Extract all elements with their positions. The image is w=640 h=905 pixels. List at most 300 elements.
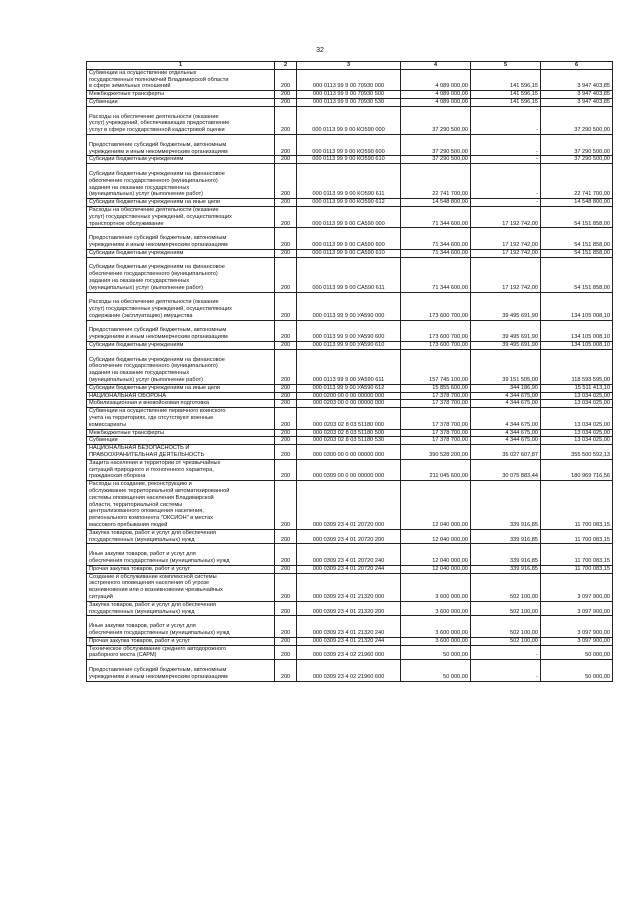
row-budget-code: 000 0113 99 9 00 УА590 610 xyxy=(297,342,401,350)
row-executed-amount: 35 027 607,87 xyxy=(471,445,541,460)
row-line-code: 200 xyxy=(275,616,297,637)
row-line-code: 200 xyxy=(275,573,297,601)
row-approved-amount: 12 040 000,00 xyxy=(401,529,471,544)
row-description xyxy=(87,637,275,645)
row-line-code: 200 xyxy=(275,69,297,90)
row-description xyxy=(87,437,275,445)
row-executed-amount: 339 916,85 xyxy=(471,565,541,573)
table-row xyxy=(87,206,613,227)
row-description xyxy=(87,156,275,164)
row-executed-amount: 141 596,15 xyxy=(471,91,541,99)
description-line: экстренного оповещения населения об угрозе xyxy=(89,580,210,587)
row-line-code: 200 xyxy=(275,529,297,544)
description-line: области, территориальной системы xyxy=(89,501,183,508)
description-line: обеспечение государственного (муниципального) xyxy=(89,177,218,184)
row-approved-amount: 173 600 700,00 xyxy=(401,320,471,341)
row-unexecuted-amount: 134 105 008,10 xyxy=(541,320,613,341)
row-budget-code: 000 0113 99 9 00 УА590 611 xyxy=(297,349,401,384)
description-line xyxy=(89,293,272,300)
row-unexecuted-amount: 3 097 900,00 xyxy=(541,573,613,601)
row-description xyxy=(87,429,275,437)
description-line: Прочая закупка товаров, работ и услуг xyxy=(89,565,190,572)
row-line-code: 200 xyxy=(275,408,297,429)
row-unexecuted-amount: 37 290 500,00 xyxy=(541,156,613,164)
description-line: учреждениям и иным некоммерческим организациям xyxy=(89,334,228,341)
table-row xyxy=(87,437,613,445)
row-line-code: 200 xyxy=(275,645,297,660)
description-line: Субвенции на осуществление отдельных xyxy=(89,69,197,76)
row-unexecuted-amount: 15 511 413,10 xyxy=(541,384,613,392)
table-row xyxy=(87,400,613,408)
row-approved-amount: 37 290 500,00 xyxy=(401,106,471,134)
row-approved-amount: 157 745 100,00 xyxy=(401,349,471,384)
row-line-code: 200 xyxy=(275,601,297,616)
table-row xyxy=(87,481,613,530)
row-unexecuted-amount: 50 000,00 xyxy=(541,660,613,681)
row-line-code: 200 xyxy=(275,445,297,460)
row-description xyxy=(87,529,275,544)
description-line xyxy=(89,616,272,623)
row-approved-amount: 12 040 000,00 xyxy=(401,481,471,530)
column-header: 3 xyxy=(297,62,401,70)
row-description xyxy=(87,199,275,207)
description-line: Прочая закупка товаров, работ и услуг xyxy=(89,637,190,644)
row-budget-code: 000 0113 99 9 00 КО590 612 xyxy=(297,199,401,207)
description-line: учреждениям и иным некоммерческим организациям xyxy=(89,241,228,248)
description-line: Закупка товаров, работ и услуг для обеспечения xyxy=(89,529,216,536)
row-approved-amount: 3 600 000,00 xyxy=(401,616,471,637)
row-approved-amount: 17 378 700,00 xyxy=(401,392,471,400)
row-budget-code: 000 0300 00 0 00 00000 000 xyxy=(297,445,401,460)
row-budget-code: 000 0113 99 9 00 СА590 600 xyxy=(297,228,401,249)
table-row xyxy=(87,91,613,99)
description-line: ситуаций природного и техногенного характера, xyxy=(89,466,214,473)
row-unexecuted-amount: 118 593 595,00 xyxy=(541,349,613,384)
table-row xyxy=(87,408,613,429)
row-executed-amount: 17 192 742,00 xyxy=(471,257,541,292)
row-unexecuted-amount: 11 700 083,15 xyxy=(541,544,613,565)
description-line: Субсидии бюджетным учреждениям xyxy=(89,156,184,163)
row-executed-amount: 339 916,85 xyxy=(471,544,541,565)
row-unexecuted-amount: 54 151 858,00 xyxy=(541,206,613,227)
row-line-code: 200 xyxy=(275,544,297,565)
description-line xyxy=(89,544,272,551)
row-executed-amount: 344 186,90 xyxy=(471,384,541,392)
row-line-code: 200 xyxy=(275,257,297,292)
row-budget-code: 000 0309 00 0 00 00000 000 xyxy=(297,459,401,480)
description-line: Создание и обслуживание комплексной системы xyxy=(89,573,217,580)
row-unexecuted-amount: 37 290 500,00 xyxy=(541,134,613,155)
row-line-code: 200 xyxy=(275,637,297,645)
description-line: массового пребывания людей xyxy=(89,522,168,528)
row-approved-amount: 4 089 000,00 xyxy=(401,91,471,99)
description-line xyxy=(89,107,272,114)
row-budget-code: 000 0113 99 9 00 КО590 610 xyxy=(297,156,401,164)
description-line: обслуживание территориальной автоматизированной xyxy=(89,488,230,495)
row-unexecuted-amount: 355 500 592,13 xyxy=(541,445,613,460)
table-body xyxy=(87,69,613,681)
row-approved-amount: 71 344 600,00 xyxy=(401,249,471,257)
row-description xyxy=(87,257,275,292)
row-description xyxy=(87,228,275,249)
row-executed-amount: 17 192 742,00 xyxy=(471,228,541,249)
table-row xyxy=(87,98,613,106)
row-unexecuted-amount: 22 741 700,00 xyxy=(541,164,613,199)
row-description xyxy=(87,134,275,155)
row-budget-code: 000 0113 99 9 00 УА590 612 xyxy=(297,384,401,392)
description-line: Субвенции xyxy=(89,437,118,444)
description-line: разборного моста (САРМ) xyxy=(89,652,157,659)
row-unexecuted-amount: 3 947 403,85 xyxy=(541,98,613,106)
row-executed-amount: 39 495 691,90 xyxy=(471,320,541,341)
row-budget-code: 000 0309 23 4 01 21320 244 xyxy=(297,637,401,645)
description-line: Субсидии бюджетным учреждениям xyxy=(89,249,184,256)
description-line: гражданская оборона xyxy=(89,473,146,480)
row-executed-amount: 141 596,15 xyxy=(471,69,541,90)
row-approved-amount: 17 378 700,00 xyxy=(401,400,471,408)
row-line-code: 200 xyxy=(275,481,297,530)
row-executed-amount: - xyxy=(471,164,541,199)
row-approved-amount: 22 741 700,00 xyxy=(401,164,471,199)
description-line: Субвенции xyxy=(89,98,118,105)
description-line: (муниципальных) услуг (выполнение работ) xyxy=(89,284,203,291)
description-line: Предоставление субсидий бюджетным, автономным xyxy=(89,666,227,673)
table-row xyxy=(87,249,613,257)
row-approved-amount: 173 600 700,00 xyxy=(401,292,471,320)
description-line: Расходы на создание, реконструкцию и xyxy=(89,481,192,488)
row-approved-amount: 3 600 000,00 xyxy=(401,573,471,601)
row-budget-code: 000 0309 23 4 01 20720 000 xyxy=(297,481,401,530)
row-line-code: 200 xyxy=(275,91,297,99)
description-line: Мобилизационная и вневойсковая подготовка xyxy=(89,400,210,407)
row-line-code: 200 xyxy=(275,400,297,408)
description-line: Иные закупки товаров, работ и услуг для xyxy=(89,551,196,558)
row-budget-code: 000 0203 02 8 03 51180 500 xyxy=(297,429,401,437)
row-unexecuted-amount: 13 034 025,00 xyxy=(541,392,613,400)
row-budget-code: 000 0113 99 9 00 КО590 600 xyxy=(297,134,401,155)
description-line: в сфере земельных отношений xyxy=(89,83,171,90)
row-approved-amount: 4 089 000,00 xyxy=(401,98,471,106)
row-approved-amount: 211 045 600,00 xyxy=(401,459,471,480)
table-row xyxy=(87,544,613,565)
row-executed-amount: 4 344 675,00 xyxy=(471,437,541,445)
row-unexecuted-amount: 3 947 403,85 xyxy=(541,91,613,99)
table-row xyxy=(87,601,613,616)
description-line: Расходы на обеспечение деятельности (оказание xyxy=(89,206,219,213)
description-line: Субсидии бюджетным учреждениям на финансовое xyxy=(89,264,225,271)
row-budget-code: 000 0309 23 4 01 21320 000 xyxy=(297,573,401,601)
description-line: ПРАВООХРАНИТЕЛЬНАЯ ДЕЯТЕЛЬНОСТЬ xyxy=(89,452,205,459)
row-description xyxy=(87,573,275,601)
description-line: обеспечения государственных (муниципальных) нужд xyxy=(89,629,230,636)
row-budget-code: 000 0113 99 9 00 КО590 611 xyxy=(297,164,401,199)
description-line: обеспечения государственных (муниципальных) нужд xyxy=(89,557,230,564)
table-row xyxy=(87,429,613,437)
row-budget-code: 000 0309 23 4 01 20720 240 xyxy=(297,544,401,565)
row-budget-code: 000 0200 00 0 00 00000 000 xyxy=(297,392,401,400)
description-line: регионального компонента "ОКСИОН" в местах xyxy=(89,515,213,522)
row-line-code: 200 xyxy=(275,164,297,199)
row-executed-amount: - xyxy=(471,156,541,164)
row-approved-amount: 71 344 600,00 xyxy=(401,206,471,227)
description-line: государственных (муниципальных) нужд xyxy=(89,608,195,615)
description-line: Субсидии бюджетным учреждениям на иные цели xyxy=(89,384,221,391)
row-description xyxy=(87,392,275,400)
row-executed-amount: 30 075 883,44 xyxy=(471,459,541,480)
row-budget-code: 000 0309 23 4 01 21320 240 xyxy=(297,616,401,637)
row-unexecuted-amount: 180 969 716,56 xyxy=(541,459,613,480)
row-approved-amount: 37 290 500,00 xyxy=(401,156,471,164)
row-executed-amount: 4 344 675,00 xyxy=(471,408,541,429)
table-header-row xyxy=(87,62,613,70)
description-line: Техническое обслуживание среднего автодорожного xyxy=(89,645,227,652)
table-row xyxy=(87,637,613,645)
row-budget-code: 000 0113 99 9 00 УА590 000 xyxy=(297,292,401,320)
table-row xyxy=(87,156,613,164)
row-description xyxy=(87,384,275,392)
row-budget-code: 000 0309 23 4 02 21960 000 xyxy=(297,645,401,660)
table-row xyxy=(87,445,613,460)
row-executed-amount: 339 916,85 xyxy=(471,529,541,544)
description-line: учета на территориях, где отсутствуют военные xyxy=(89,415,214,422)
row-executed-amount: - xyxy=(471,660,541,681)
row-line-code: 200 xyxy=(275,98,297,106)
row-unexecuted-amount: 3 947 403,85 xyxy=(541,69,613,90)
table-row xyxy=(87,384,613,392)
table-row xyxy=(87,164,613,199)
row-budget-code: 000 0309 23 4 02 21960 600 xyxy=(297,660,401,681)
description-line: задания на оказание государственных xyxy=(89,184,190,191)
row-budget-code: 000 0309 23 4 01 20720 200 xyxy=(297,529,401,544)
row-approved-amount: 17 378 700,00 xyxy=(401,408,471,429)
row-line-code: 200 xyxy=(275,156,297,164)
description-line: Межбюджетные трансферты xyxy=(89,429,165,436)
row-line-code: 200 xyxy=(275,437,297,445)
row-unexecuted-amount: 13 034 025,00 xyxy=(541,429,613,437)
table-row xyxy=(87,342,613,350)
row-unexecuted-amount: 13 034 025,00 xyxy=(541,408,613,429)
row-approved-amount: 50 000,00 xyxy=(401,660,471,681)
row-unexecuted-amount: 14 548 800,00 xyxy=(541,199,613,207)
row-description xyxy=(87,249,275,257)
row-description xyxy=(87,459,275,480)
row-executed-amount: 39 151 505,00 xyxy=(471,349,541,384)
column-header: 4 xyxy=(401,62,471,70)
description-line: услуг) учреждений, обеспечивающих предоставление xyxy=(89,120,230,127)
row-unexecuted-amount: 13 034 025,00 xyxy=(541,437,613,445)
row-budget-code: 000 0203 00 0 00 00000 000 xyxy=(297,400,401,408)
description-line: содержание (эксплуатацию) имущества xyxy=(89,312,193,319)
table-row xyxy=(87,459,613,480)
row-budget-code: 000 0203 02 8 03 51180 000 xyxy=(297,408,401,429)
row-description xyxy=(87,342,275,350)
row-line-code: 200 xyxy=(275,392,297,400)
row-line-code: 200 xyxy=(275,134,297,155)
description-line: задания на оказание государственных xyxy=(89,370,190,377)
table-row xyxy=(87,645,613,660)
row-budget-code: 000 0113 99 9 00 70930 530 xyxy=(297,98,401,106)
row-description xyxy=(87,660,275,681)
column-header: 1 xyxy=(87,62,275,70)
row-budget-code: 000 0113 99 9 00 УА590 600 xyxy=(297,320,401,341)
row-line-code: 200 xyxy=(275,199,297,207)
row-line-code: 200 xyxy=(275,249,297,257)
row-unexecuted-amount: 54 151 858,00 xyxy=(541,228,613,249)
row-approved-amount: 71 344 600,00 xyxy=(401,257,471,292)
table-row xyxy=(87,660,613,681)
row-budget-code: 000 0113 99 9 00 КО590 000 xyxy=(297,106,401,134)
description-line: комиссариаты xyxy=(89,421,127,428)
row-line-code: 200 xyxy=(275,660,297,681)
description-line: (муниципальных) услуг (выполнение работ) xyxy=(89,377,203,384)
description-line: НАЦИОНАЛЬНАЯ БЕЗОПАСНОСТЬ И xyxy=(89,445,190,452)
table-row xyxy=(87,106,613,134)
row-approved-amount: 390 528 200,00 xyxy=(401,445,471,460)
row-unexecuted-amount: 50 000,00 xyxy=(541,645,613,660)
row-description xyxy=(87,106,275,134)
row-line-code: 200 xyxy=(275,228,297,249)
row-description xyxy=(87,408,275,429)
row-executed-amount: 17 192 742,00 xyxy=(471,206,541,227)
row-approved-amount: 12 040 000,00 xyxy=(401,565,471,573)
row-executed-amount: 39 495 691,90 xyxy=(471,292,541,320)
row-unexecuted-amount: 11 700 083,15 xyxy=(541,481,613,530)
row-description xyxy=(87,601,275,616)
description-line xyxy=(89,164,272,171)
row-budget-code: 000 0309 23 4 01 20720 244 xyxy=(297,565,401,573)
description-line: государственных полномочий Владимирской области xyxy=(89,76,229,83)
description-line: Субсидии бюджетным учреждениям xyxy=(89,342,184,349)
column-header: 2 xyxy=(275,62,297,70)
row-description xyxy=(87,645,275,660)
description-line: учреждениям и иным некоммерческим организациям xyxy=(89,148,228,155)
description-line: Расходы на обеспечение деятельности (оказание xyxy=(89,113,219,120)
row-approved-amount: 71 344 600,00 xyxy=(401,228,471,249)
description-line: системы оповещения населения Владимирской xyxy=(89,494,214,501)
row-line-code: 200 xyxy=(275,342,297,350)
row-approved-amount: 173 600 700,00 xyxy=(401,342,471,350)
table-row xyxy=(87,292,613,320)
row-line-code: 200 xyxy=(275,429,297,437)
row-approved-amount: 37 290 500,00 xyxy=(401,134,471,155)
row-description xyxy=(87,481,275,530)
row-description xyxy=(87,565,275,573)
row-budget-code: 000 0113 99 9 00 70930 000 xyxy=(297,69,401,90)
column-header: 5 xyxy=(471,62,541,70)
row-unexecuted-amount: 11 700 083,15 xyxy=(541,529,613,544)
row-executed-amount: 502 100,00 xyxy=(471,601,541,616)
row-unexecuted-amount: 3 097 900,00 xyxy=(541,637,613,645)
row-executed-amount: 502 100,00 xyxy=(471,573,541,601)
description-line: Иные закупки товаров, работ и услуг для xyxy=(89,623,196,630)
row-budget-code: 000 0309 23 4 01 21320 200 xyxy=(297,601,401,616)
row-approved-amount: 17 378 700,00 xyxy=(401,429,471,437)
table-row xyxy=(87,616,613,637)
row-unexecuted-amount: 134 105 008,10 xyxy=(541,342,613,350)
table-row xyxy=(87,349,613,384)
row-unexecuted-amount: 3 097 900,00 xyxy=(541,616,613,637)
table-row xyxy=(87,565,613,573)
row-description xyxy=(87,616,275,637)
row-description xyxy=(87,206,275,227)
row-description xyxy=(87,98,275,106)
row-unexecuted-amount: 134 105 008,10 xyxy=(541,292,613,320)
table-row xyxy=(87,228,613,249)
description-line: централизованного оповещения населения, xyxy=(89,508,204,515)
row-unexecuted-amount: 13 034 025,00 xyxy=(541,400,613,408)
row-executed-amount: 4 344 675,00 xyxy=(471,392,541,400)
row-approved-amount: 12 040 000,00 xyxy=(401,544,471,565)
row-unexecuted-amount: 54 151 858,00 xyxy=(541,249,613,257)
column-header: 6 xyxy=(541,62,613,70)
row-budget-code: 000 0113 99 9 00 СА590 611 xyxy=(297,257,401,292)
description-line: государственных (муниципальных) нужд xyxy=(89,536,195,543)
description-line xyxy=(89,350,272,357)
row-description xyxy=(87,320,275,341)
description-line: Предоставление субсидий бюджетным, автономным xyxy=(89,141,227,148)
row-unexecuted-amount: 3 097 900,00 xyxy=(541,601,613,616)
description-line: услуг) государственных учреждений, осуществляющих xyxy=(89,306,232,313)
description-line: Предоставление субсидий бюджетным, автономным xyxy=(89,327,227,334)
description-line xyxy=(89,258,272,265)
row-description xyxy=(87,544,275,565)
row-line-code: 200 xyxy=(275,292,297,320)
description-line: услуг) государственных учреждений, осуществляющих xyxy=(89,213,232,220)
row-description xyxy=(87,292,275,320)
row-line-code: 200 xyxy=(275,384,297,392)
description-line: транспортное обслуживание xyxy=(89,220,164,227)
row-budget-code: 000 0113 99 9 00 СА590 000 xyxy=(297,206,401,227)
table-row xyxy=(87,69,613,90)
row-description xyxy=(87,445,275,460)
row-executed-amount: - xyxy=(471,199,541,207)
row-executed-amount: - xyxy=(471,134,541,155)
page-number: 32 xyxy=(316,47,324,54)
row-budget-code: 000 0113 99 9 00 СА590 610 xyxy=(297,249,401,257)
row-executed-amount: 339 916,85 xyxy=(471,481,541,530)
row-line-code: 200 xyxy=(275,106,297,134)
row-budget-code: 000 0113 99 9 00 70930 500 xyxy=(297,91,401,99)
row-unexecuted-amount: 11 700 083,15 xyxy=(541,565,613,573)
table-row xyxy=(87,573,613,601)
description-line: обеспечение государственного (муниципального) xyxy=(89,363,218,370)
description-line: Расходы на обеспечение деятельности (оказание xyxy=(89,299,219,306)
table-row xyxy=(87,199,613,207)
row-executed-amount: 39 495 691,90 xyxy=(471,342,541,350)
description-line: услуг в сфере государственной кадастровой оценки xyxy=(89,127,225,134)
row-approved-amount: 50 000,00 xyxy=(401,645,471,660)
row-description xyxy=(87,349,275,384)
description-line xyxy=(89,660,272,667)
description-line: Межбюджетные трансферты xyxy=(89,91,165,98)
description-line: НАЦИОНАЛЬНАЯ ОБОРОНА xyxy=(89,392,166,399)
table-row xyxy=(87,257,613,292)
row-executed-amount: - xyxy=(471,645,541,660)
row-line-code: 200 xyxy=(275,565,297,573)
table-row xyxy=(87,529,613,544)
description-line: Субсидии бюджетным учреждениям на финансовое xyxy=(89,356,225,363)
row-description xyxy=(87,69,275,90)
row-executed-amount: 17 192 742,00 xyxy=(471,249,541,257)
description-line: Закупка товаров, работ и услуг для обеспечения xyxy=(89,601,216,608)
row-approved-amount: 17 378 700,00 xyxy=(401,437,471,445)
description-line: ситуаций xyxy=(89,593,113,600)
row-approved-amount: 4 089 000,00 xyxy=(401,69,471,90)
description-line: Субвенции на осуществление первичного воинского xyxy=(89,408,226,415)
row-budget-code: 000 0203 02 8 03 51180 530 xyxy=(297,437,401,445)
table-row xyxy=(87,320,613,341)
row-description xyxy=(87,164,275,199)
